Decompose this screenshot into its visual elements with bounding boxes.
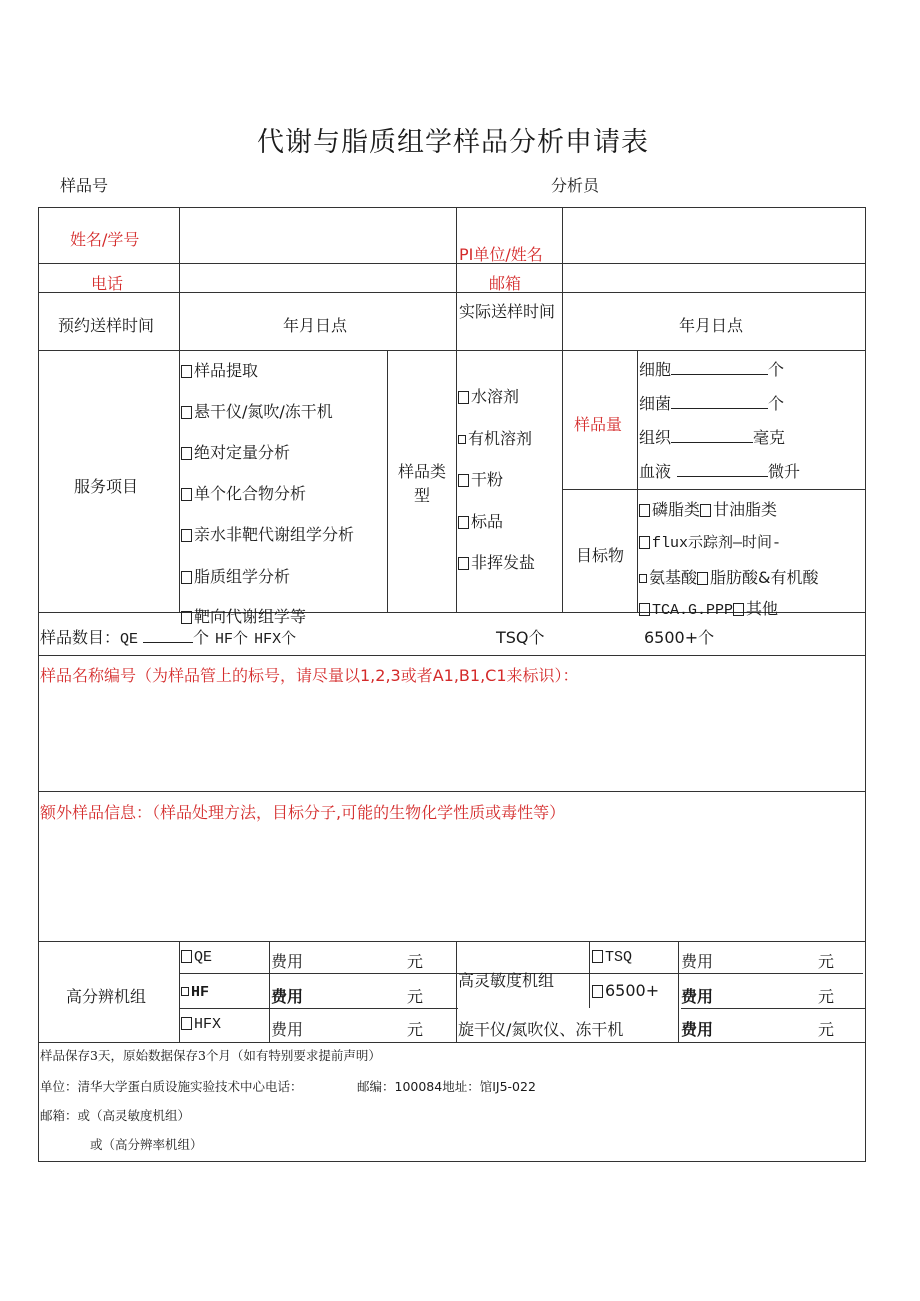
checkbox-icon [639, 574, 647, 583]
extra-info-field[interactable] [40, 824, 864, 939]
hf-instrument[interactable]: HF [181, 981, 209, 1001]
hf-fee-label: 费用 [271, 987, 304, 1006]
name-id-field[interactable] [181, 209, 454, 261]
checkbox-icon [639, 504, 650, 517]
qe-fee-label: 费用 [271, 952, 304, 971]
service-item[interactable]: 样品提取 [181, 358, 258, 381]
address-note: 邮编：100084地址：馆IJ5-022 [357, 1079, 536, 1094]
checkbox-icon [181, 406, 192, 419]
page-title: 代谢与脂质组学样品分析申请表 [257, 127, 649, 158]
checkbox-icon [700, 504, 711, 517]
amount-blank[interactable] [671, 408, 768, 409]
service-item[interactable]: 绝对定量分析 [181, 440, 290, 463]
target-option-row[interactable]: 磷脂类 甘油脂类 [639, 497, 777, 520]
checkbox-icon [181, 529, 192, 542]
checkbox-icon [181, 987, 189, 996]
checkbox-icon [181, 365, 192, 378]
amount-row-bacteria[interactable]: 细菌 个 [639, 394, 785, 413]
unit-contact-note: 单位：清华大学蛋白质设施实验技术中心电话： [40, 1079, 303, 1094]
x6500-count[interactable]: 6500+个 [644, 628, 715, 647]
checkbox-icon [181, 611, 192, 624]
pi-unit-field[interactable] [564, 209, 863, 261]
amount-blank[interactable] [671, 374, 768, 375]
hf-fee-unit: 元 [407, 987, 424, 1006]
sample-number-label: 样品号 [60, 176, 109, 195]
checkbox-icon [181, 571, 192, 584]
sample-type-option[interactable]: 非挥发盐 [458, 550, 535, 573]
checkbox-icon [592, 950, 603, 963]
high-res-group-label: 高分辨机组 [66, 987, 147, 1006]
qe-count-label: QE [120, 631, 139, 648]
target-option-row[interactable]: 氨基酸 脂肪酸&有机酸 [639, 565, 819, 588]
checkbox-icon [458, 474, 469, 487]
actual-time-value[interactable]: 年月日点 [679, 316, 744, 335]
x6500-fee-label: 费用 [681, 987, 714, 1006]
tsq-fee-label: 费用 [681, 952, 714, 971]
amount-blank[interactable] [677, 476, 768, 477]
checkbox-icon [733, 603, 744, 616]
hfx-fee-label: 费用 [271, 1020, 304, 1039]
analyst-label: 分析员 [551, 176, 600, 195]
booking-time-value[interactable]: 年月日点 [283, 316, 348, 335]
sample-naming-field[interactable] [40, 686, 864, 789]
checkbox-icon [592, 985, 603, 998]
email-note-high-sens: 邮箱：或（高灵敏度机组） [40, 1108, 191, 1123]
amount-row-cells[interactable]: 细胞 个 [639, 360, 785, 379]
service-item[interactable]: 脂质组学分析 [181, 564, 290, 587]
checkbox-icon [639, 603, 650, 616]
x6500-instrument[interactable]: 6500+ [592, 981, 659, 1000]
sample-type-label: 样品类型 [397, 462, 446, 505]
sample-count-row: 样品数目：QE 个 HF个 HFX个 [40, 628, 297, 648]
checkbox-icon [458, 557, 469, 570]
sample-type-option[interactable]: 标品 [458, 509, 503, 532]
pi-unit-label: PI单位/姓名 [459, 245, 543, 264]
checkbox-icon [181, 447, 192, 460]
hf-count[interactable]: HF个 [215, 631, 249, 648]
target-option-row[interactable]: TCA.G.PPP 其他 [639, 596, 778, 619]
amount-row-blood[interactable]: 血液 微升 [639, 462, 801, 481]
qe-instrument[interactable]: QE [181, 946, 212, 966]
hfx-fee-unit: 元 [407, 1020, 424, 1039]
checkbox-icon [181, 1017, 192, 1030]
amount-blank[interactable] [671, 442, 753, 443]
target-option-row[interactable]: flux示踪剂—时间- [639, 531, 781, 552]
target-list [638, 490, 864, 619]
email-field[interactable] [564, 265, 863, 290]
extra-info-label: 额外样品信息：（样品处理方法，目标分子,可能的生物化学性质或毒性等） [40, 803, 566, 822]
service-items-label: 服务项目 [74, 477, 139, 496]
qe-fee-unit: 元 [407, 952, 424, 971]
sample-type-option[interactable]: 干粉 [458, 467, 503, 490]
phone-label: 电话 [91, 274, 124, 293]
qe-count-blank[interactable] [143, 642, 193, 643]
name-id-label: 姓名/学号 [70, 230, 140, 249]
phone-field[interactable] [181, 265, 454, 290]
service-item[interactable]: 悬干仪/氮吹/冻干机 [181, 399, 333, 422]
actual-time-label: 实际送样时间 [459, 302, 556, 321]
storage-note: 样品保存3天，原始数据保存3个月（如有特别要求提前声明） [40, 1048, 381, 1063]
checkbox-icon [181, 950, 192, 963]
sample-type-option[interactable]: 有机溶剂 [458, 426, 532, 449]
target-label: 目标物 [576, 546, 625, 565]
dryer-label: 旋干仪/氮吹仪、冻干机 [458, 1020, 624, 1039]
service-item[interactable]: 亲水非靶代谢组学分析 [181, 522, 354, 545]
booking-time-label: 预约送样时间 [58, 316, 155, 335]
sample-amount-label: 样品量 [574, 415, 623, 434]
tsq-count[interactable]: TSQ个 [496, 628, 545, 647]
checkbox-icon [458, 435, 466, 444]
service-item[interactable]: 单个化合物分析 [181, 481, 306, 504]
checkbox-icon [458, 391, 469, 404]
high-sens-group-label: 高灵敏度机组 [458, 971, 555, 990]
email-note-high-res: 或（高分辨率机组） [90, 1137, 203, 1152]
service-item[interactable]: 靶向代谢组学等 [181, 604, 306, 627]
hfx-count[interactable]: HFX个 [254, 631, 297, 648]
checkbox-icon [639, 536, 650, 549]
checkbox-icon [697, 572, 708, 585]
tsq-fee-unit: 元 [818, 952, 835, 971]
sample-count-label: 样品数目： [40, 628, 121, 647]
hfx-instrument[interactable]: HFX [181, 1013, 221, 1033]
amount-row-tissue[interactable]: 组织 毫克 [639, 428, 786, 447]
x6500-fee-unit: 元 [818, 987, 835, 1006]
tsq-instrument[interactable]: TSQ [592, 946, 632, 966]
dryer-fee-unit: 元 [818, 1020, 835, 1039]
checkbox-icon [181, 488, 192, 501]
sample-type-option[interactable]: 水溶剂 [458, 384, 519, 407]
email-label: 邮箱 [489, 274, 522, 293]
checkbox-icon [458, 516, 469, 529]
service-item-list [180, 351, 386, 626]
sample-naming-label: 样品名称编号（为样品管上的标号，请尽量以1,2,3或者A1,B1,C1来标识）： [40, 666, 579, 685]
dryer-fee-label: 费用 [681, 1020, 714, 1039]
